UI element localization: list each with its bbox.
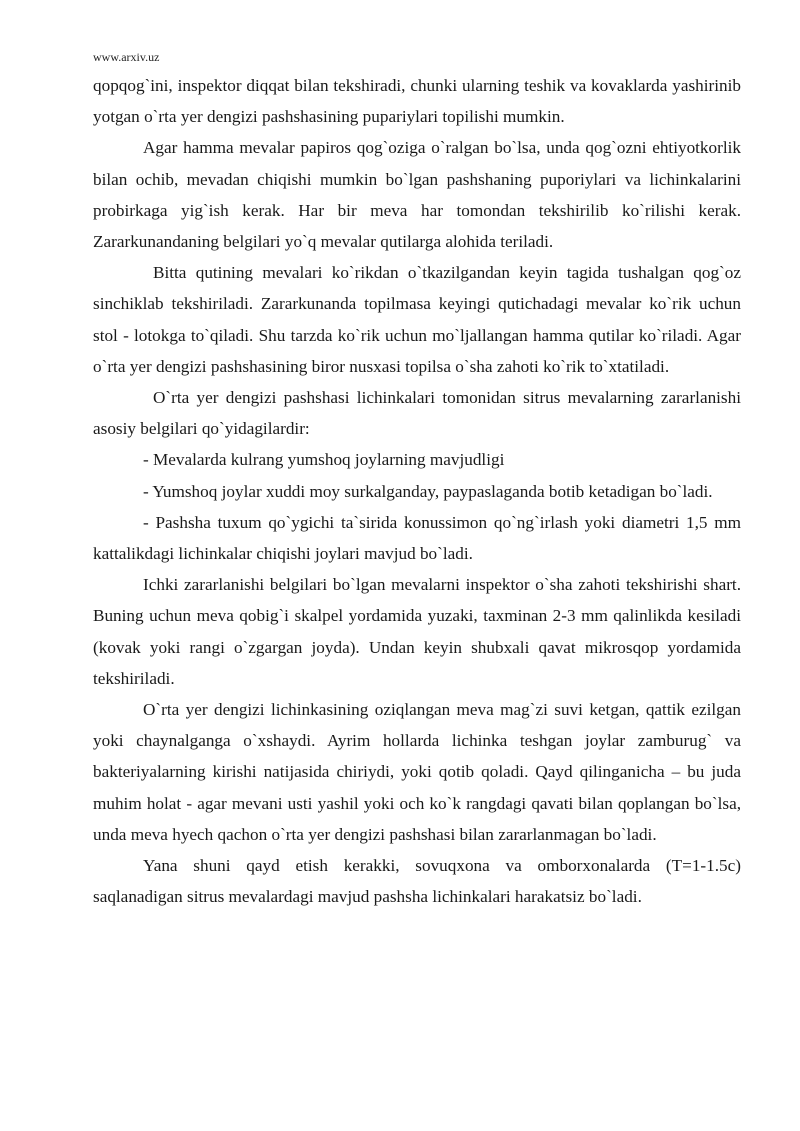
list-item-ovipositor-marks: - Pashsha tuxum qo`ygichi ta`sirida konussimon qo`ng`irlash yoki diametri 1,5 mm kattalikdagi lichinkalar chiqishi joylari mavjud bo`ladi. bbox=[93, 512, 741, 564]
paragraph-continuation: qopqog`ini, inspektor diqqat bilan tekshiradi, chunki ularning teshik va kovaklarda yashirinib yotgan o`rta yer dengizi pashshasining pupariylari topilishi mumkin. bbox=[93, 76, 741, 127]
paragraph-damage-signs-intro: O`rta yer dengizi pashshasi lichinkalari tomonidan sitrus mevalarning zararlanishi asosiy belgilari qo`yidagilardir: bbox=[93, 388, 741, 439]
site-url-header: www.arxiv.uz bbox=[93, 50, 160, 64]
list-item-soft-spots: - Yumshoq joylar xuddi moy surkalganday, paypaslaganda botib ketadigan bo`ladi. bbox=[143, 481, 713, 501]
document-body bbox=[93, 70, 741, 912]
paragraph-wrapped-fruit: Agar hamma mevalar papiros qog`oziga o`ralgan bo`lsa, unda qog`ozni ehtiyotkorlik bilan ochib, mevadan chiqishi mumkin bo`lgan pashshaning puporiylari va lichinkalarini probirkaga yig`ish kerak. Har bir meva har tomondan tekshirilib ko`rilishi kerak. Zararkunandaning belgilari yo`q mevalar qutilarga alohida teriladi. bbox=[93, 138, 741, 252]
list-item-gray-spots: - Mevalarda kulrang yumshoq joylarning mavjudligi bbox=[143, 450, 505, 470]
paragraph-internal-damage: Ichki zararlanishi belgilari bo`lgan mevalarni inspektor o`sha zahoti tekshirishi shart. Buning uchun meva qobig`i skalpel yordamida yuzaki, taxminan 2-3 mm qalinlikda kesiladi (kovak yoki rangi o`zgargan joyda). Undan keyin shubxali qavat mikrosqop yordamida tekshiriladi. bbox=[93, 575, 741, 688]
paragraph-box-inspection: Bitta qutining mevalari ko`rikdan o`tkazilgandan keyin tagida tushalgan qog`oz sinchiklab tekshiriladi. Zararkunanda topilmasa keyingi qutichadagi mevalar ko`rik uchun stol - lotokga to`qiladi. Shu tarzda ko`rik uchun mo`ljallangan hamma qutilar ko`riladi. Agar o`rta yer dengizi pashshasining biror nusxasi topilsa o`sha zahoti ko`rik to`xtatiladi. bbox=[93, 263, 741, 376]
paragraph-cold-storage: Yana shuni qayd etish kerakki, sovuqxona va omborxonalarda (T=1-1.5c) saqlanadigan sitrus mevalardagi mavjud pashsha lichinkalari harakatsiz bo`ladi. bbox=[93, 856, 741, 907]
paragraph-larva-feeding: O`rta yer dengizi lichinkasining oziqlangan meva mag`zi suvi ketgan, qattik ezilgan yoki chaynalganga o`xshaydi. Ayrim hollarda lichinka teshgan joylar zamburug` va bakteriyalarning kirishi natijasida chiriydi, yoki qotib qoladi. Qayd qilinganicha – bu juda muhim holat - agar mevani usti yashil yoki och ko`k rangdagi qavati bilan qoplangan bo`lsa, unda meva hyech qachon o`rta yer dengizi pashshasi bilan zararlanmagan bo`ladi. bbox=[93, 700, 741, 844]
